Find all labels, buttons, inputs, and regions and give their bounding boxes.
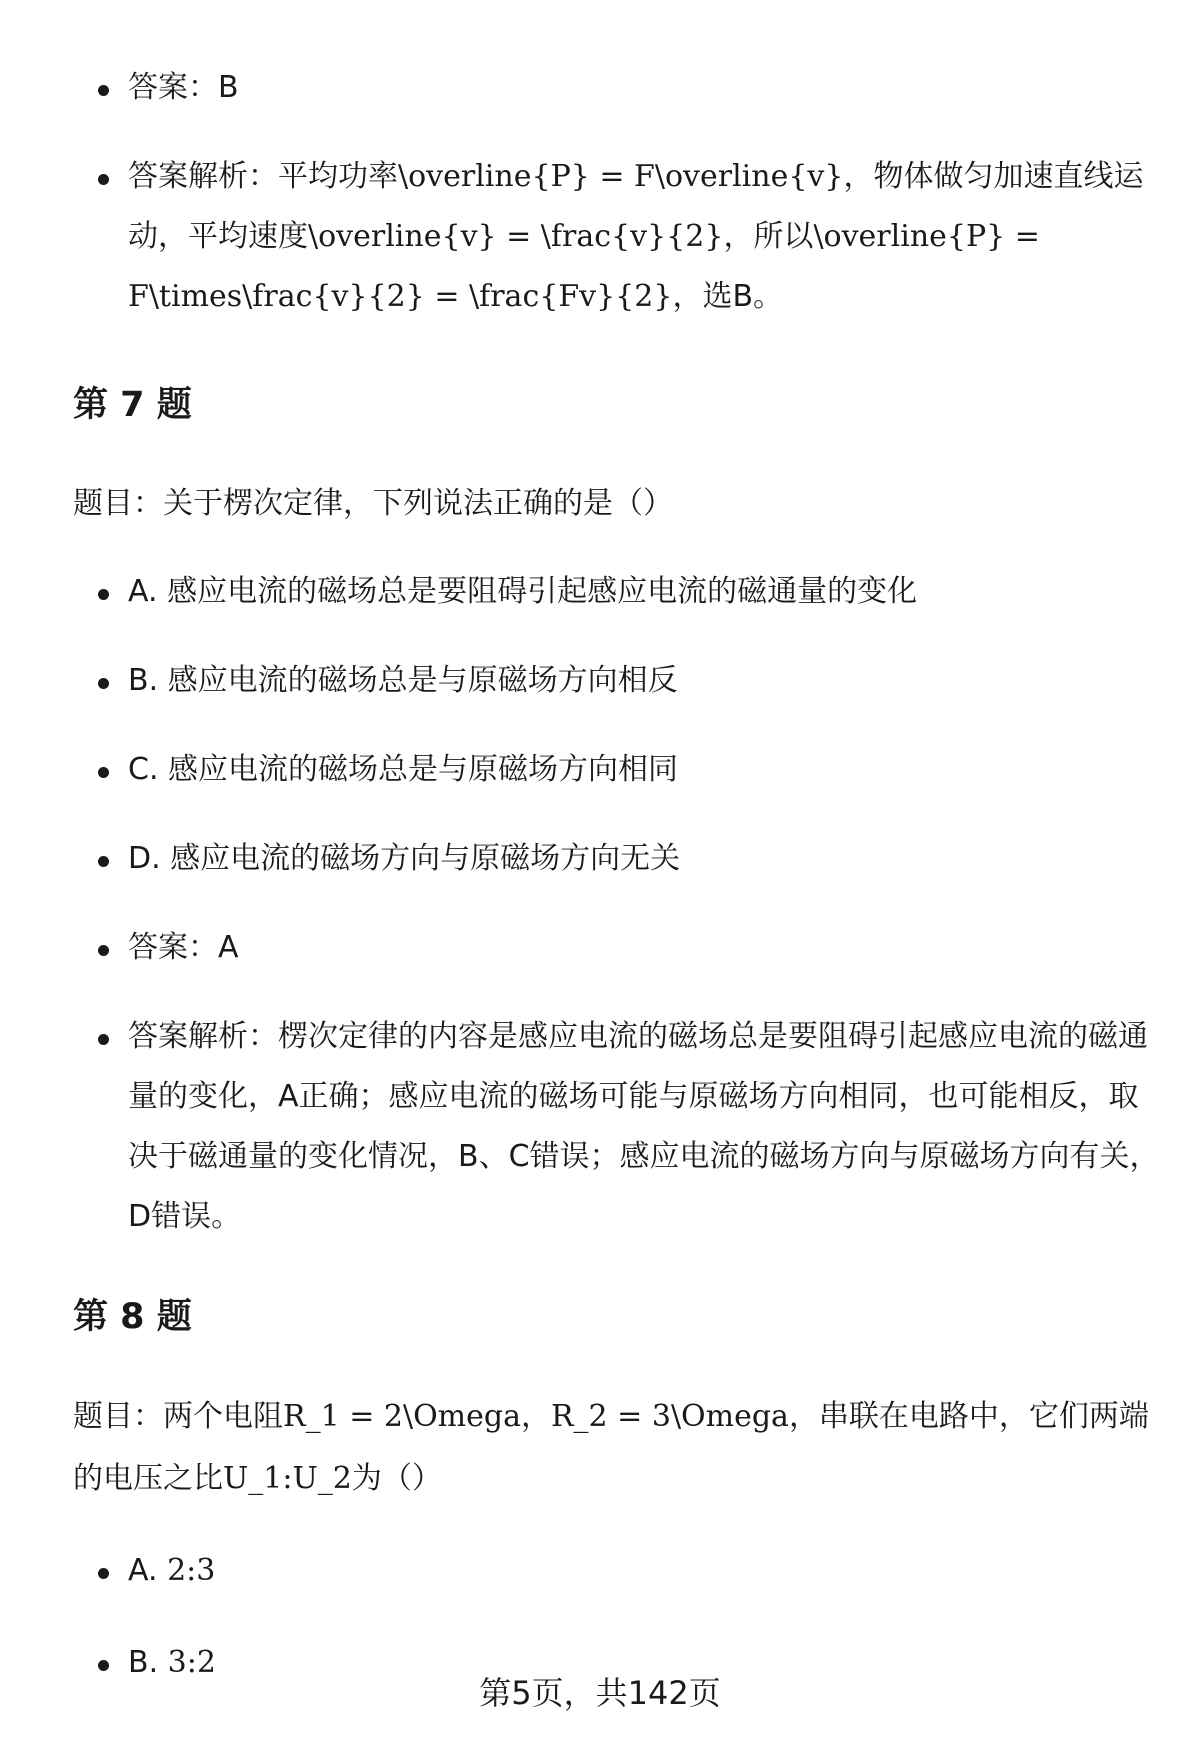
prev-analysis-math-3: \overline{P} = F\times\frac{v}{2} = \frac{Fv}{2} — [128, 219, 1040, 314]
question-7-title: 第 7 题 — [73, 385, 192, 425]
question-8-stem — [73, 1386, 1160, 1510]
question-7-option-b: B. 感应电流的磁场总是与原磁场方向相反 — [0, 651, 1200, 711]
question-7-answer: 答案：A — [0, 918, 1200, 978]
question-8-stem-prefix: 题目：两个电阻 — [73, 1399, 283, 1434]
question-7-analysis: 答案解析：楞次定律的内容是感应电流的磁场总是要阻碍引起感应电流的磁通量的变化，A正确；感应电流的磁场可能与原磁场方向相同，也可能相反，取决于磁通量的变化情况，B、C错误；感应电流的磁场方向与原磁场方向有关，D错误。 — [0, 1007, 1200, 1247]
question-8-option-a-label: A. — [128, 1553, 168, 1588]
prev-analysis-math-2: \overline{v} = \frac{v}{2} — [308, 219, 724, 254]
prev-answer-text: 答案：B — [128, 70, 239, 105]
prev-answer — [0, 58, 1200, 118]
prev-analysis-mid-2: ，所以 — [723, 219, 814, 254]
prev-analysis-prefix: 答案解析：平均功率 — [128, 159, 398, 194]
question-8-title: 第 8 题 — [73, 1297, 192, 1337]
prev-analysis-suffix: ，选B。 — [672, 279, 784, 314]
question-8-option-b-math: 3:2 — [167, 1645, 216, 1680]
question-8-option-a-math: 2:3 — [167, 1553, 216, 1588]
question-7-stem: 题目：关于楞次定律，下列说法正确的是（） — [73, 486, 673, 521]
question-7-option-d: D. 感应电流的磁场方向与原磁场方向无关 — [0, 829, 1200, 889]
question-7-options — [0, 562, 1200, 1247]
question-8-stem-mid-2: ，串联在电路中，它们两端的电压之比 — [73, 1399, 1149, 1496]
question-8-option-b-label: B. — [128, 1645, 168, 1680]
question-7-option-a: A. 感应电流的磁场总是要阻碍引起感应电流的磁通量的变化 — [0, 562, 1200, 622]
prev-analysis-mid-1: ，物体做匀加速直线运动，平均速度 — [128, 159, 1144, 254]
question-8-stem-math-2: R_2 = 3\Omega — [550, 1399, 789, 1434]
page-footer: 第5页，共142页 — [479, 1674, 721, 1712]
prev-analysis — [0, 147, 1200, 327]
question-8-stem-math-1: R_1 = 2\Omega — [283, 1399, 521, 1434]
question-8-option-a — [0, 1541, 1200, 1601]
question-8-stem-math-3: U_1:U_2 — [223, 1461, 352, 1496]
prev-analysis-math-1: \overline{P} = F\overline{v} — [398, 159, 844, 194]
prev-question-list — [0, 58, 1200, 327]
question-8-stem-suffix: 为（） — [351, 1461, 442, 1496]
question-7-option-c: C. 感应电流的磁场总是与原磁场方向相同 — [0, 740, 1200, 800]
question-8-stem-mid-1: ， — [520, 1399, 551, 1434]
